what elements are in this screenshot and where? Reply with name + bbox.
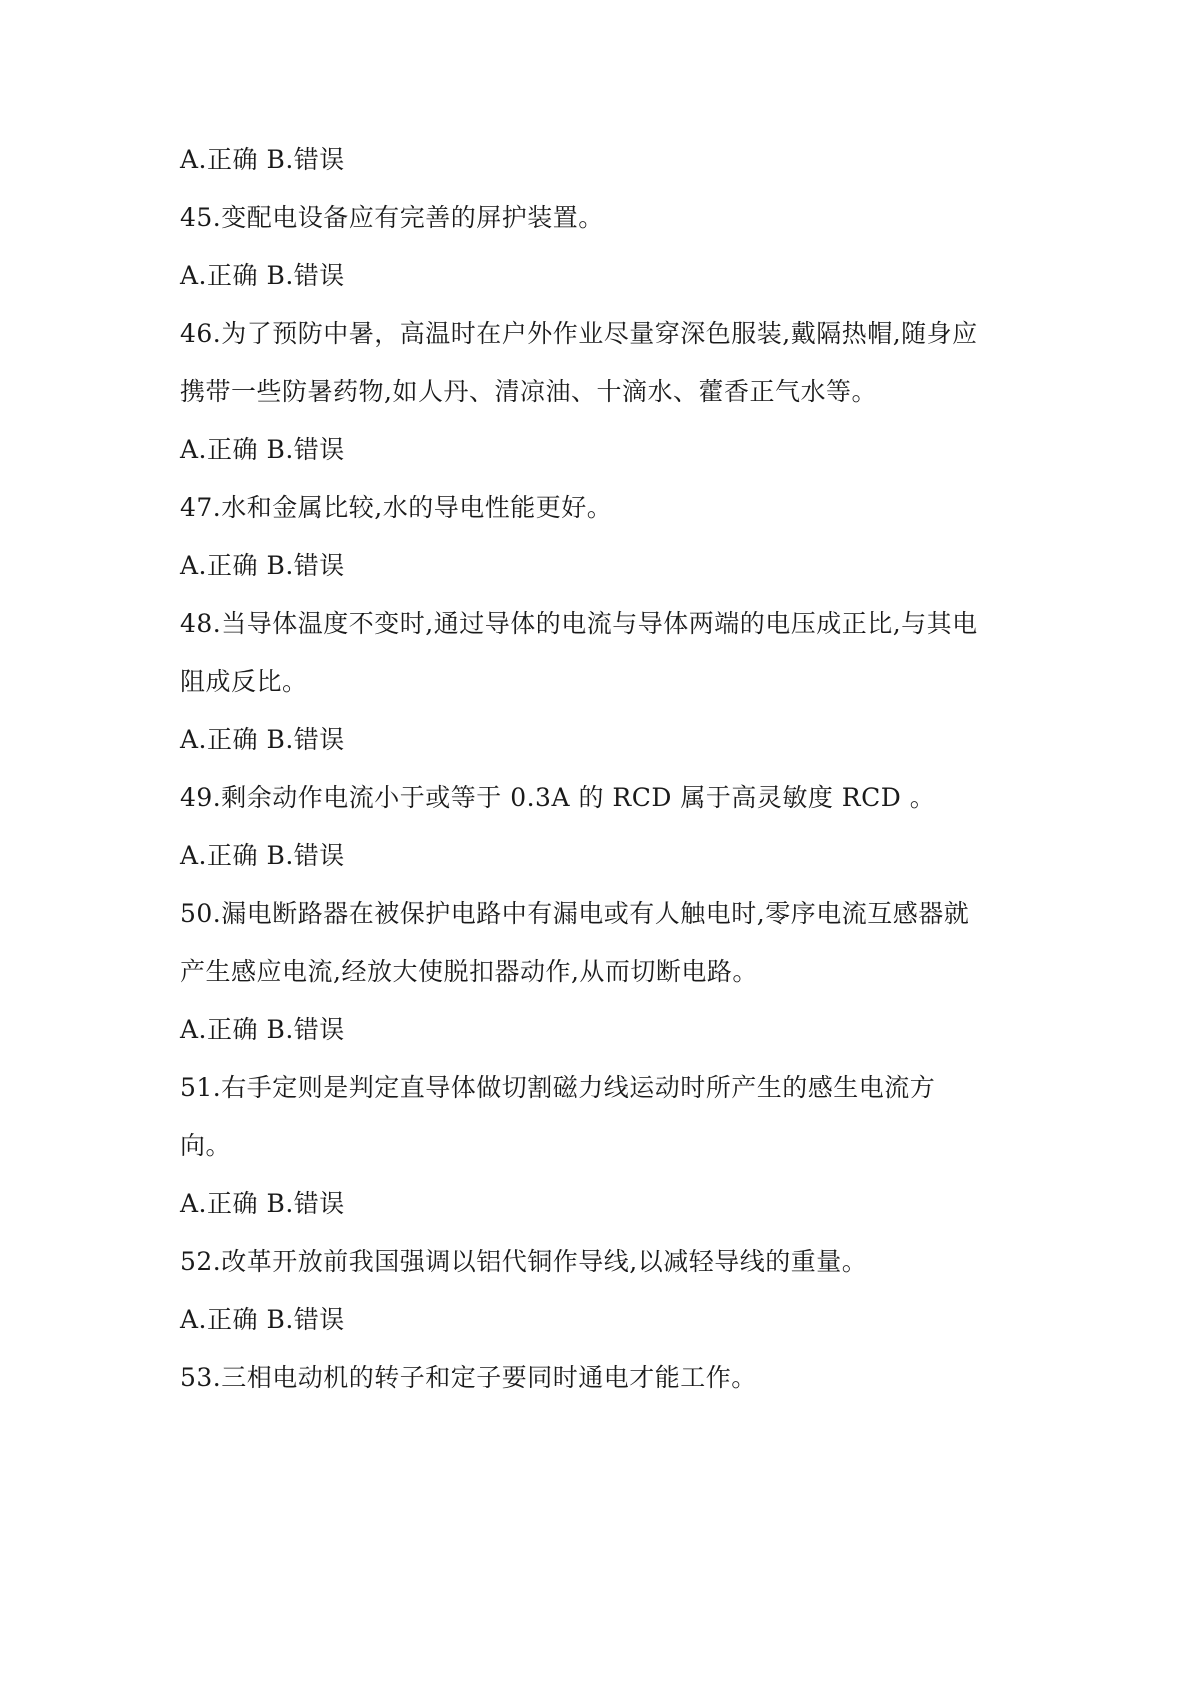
question-47: 47.水和金属比较,水的导电性能更好。 [180,493,613,522]
answer-options: A.正确 B.错误 [180,725,345,754]
question-53: 53.三相电动机的转子和定子要同时通电才能工作。 [180,1363,757,1392]
answer-options: A.正确 B.错误 [180,1015,345,1044]
question-45: 45.变配电设备应有完善的屏护装置。 [180,203,604,232]
answer-options: A.正确 B.错误 [180,145,345,174]
answer-options: A.正确 B.错误 [180,841,345,870]
question-48-continued: 阻成反比。 [180,667,308,696]
question-52: 52.改革开放前我国强调以铝代铜作导线,以减轻导线的重量。 [180,1247,868,1276]
question-51: 51.右手定则是判定直导体做切割磁力线运动时所产生的感生电流方 [180,1073,936,1102]
question-51-continued: 向。 [180,1131,232,1160]
question-46: 46.为了预防中暑，高温时在户外作业尽量穿深色服装,戴隔热帽,随身应 [180,319,978,348]
answer-options: A.正确 B.错误 [180,1305,345,1334]
answer-options: A.正确 B.错误 [180,1189,345,1218]
answer-options: A.正确 B.错误 [180,551,345,580]
question-50-continued: 产生感应电流,经放大使脱扣器动作,从而切断电路。 [180,957,758,986]
question-46-continued: 携带一些防暑药物,如人丹、清凉油、十滴水、藿香正气水等。 [180,377,877,406]
question-50: 50.漏电断路器在被保护电路中有漏电或有人触电时,零序电流互感器就 [180,899,970,928]
question-49: 49.剩余动作电流小于或等于 0.3A 的 RCD 属于高灵敏度 RCD 。 [180,783,936,812]
question-48: 48.当导体温度不变时,通过导体的电流与导体两端的电压成正比,与其电 [180,609,978,638]
answer-options: A.正确 B.错误 [180,435,345,464]
answer-options: A.正确 B.错误 [180,261,345,290]
